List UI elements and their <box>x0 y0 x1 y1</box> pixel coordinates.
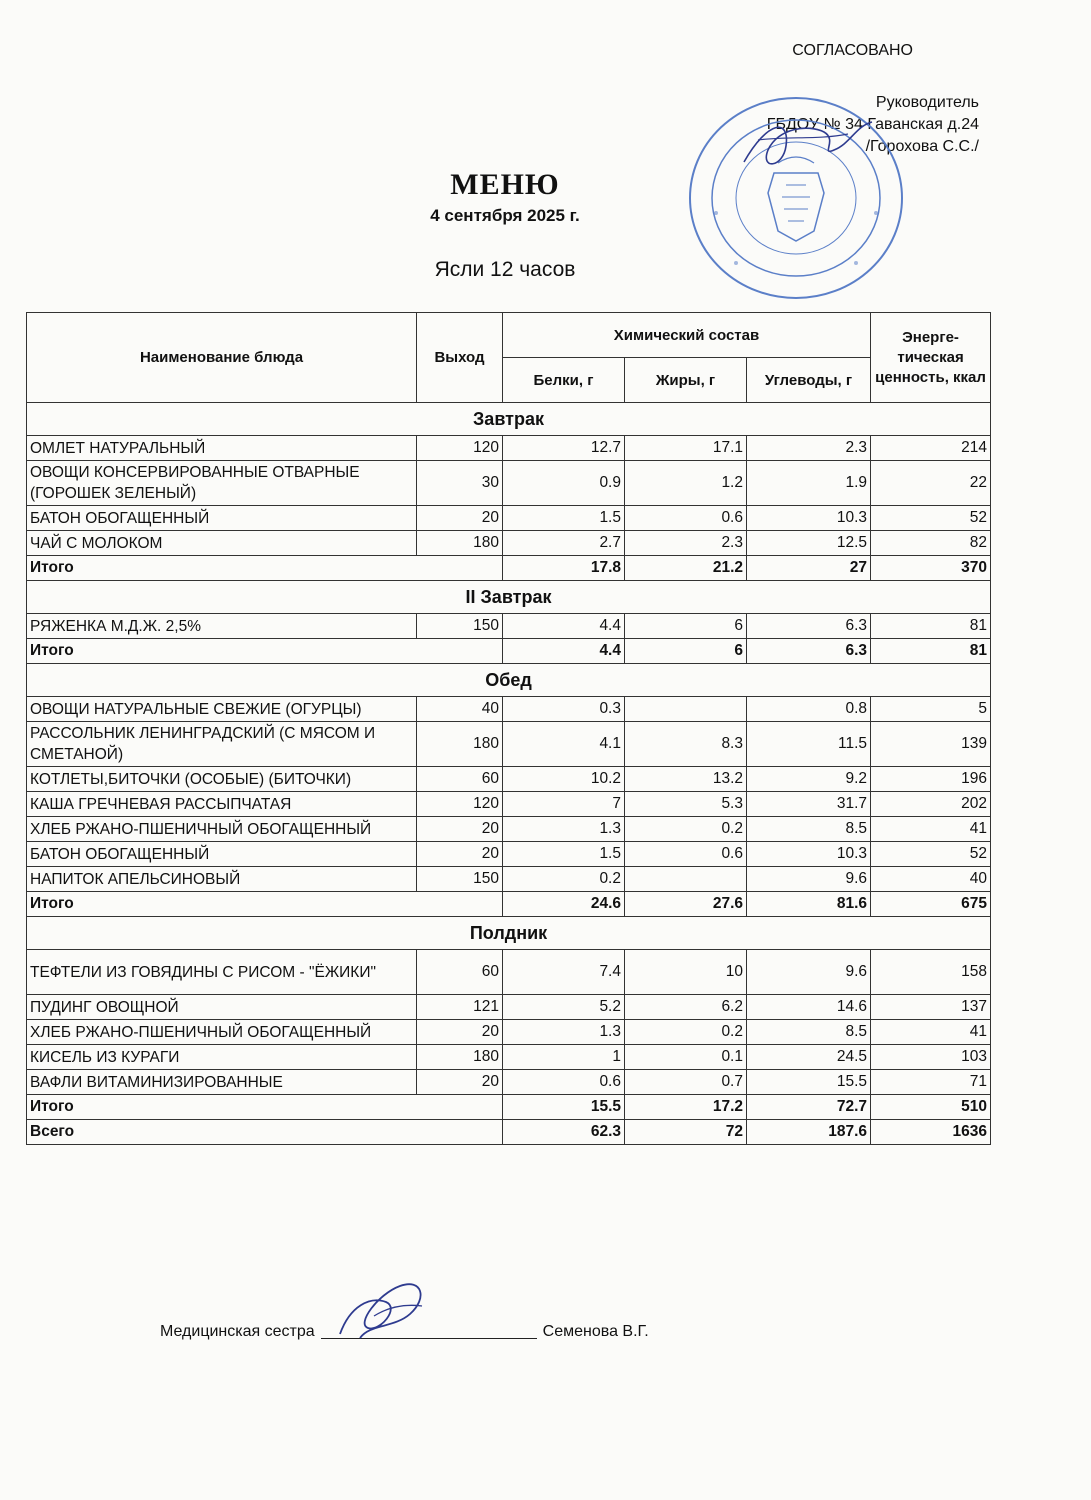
carbs-cell: 1.9 <box>747 461 871 506</box>
dish-name: РЯЖЕНКА М.Д.Ж. 2,5% <box>27 614 417 639</box>
output-cell: 150 <box>417 867 503 892</box>
header-carbs: Углеводы, г <box>747 358 871 403</box>
protein-cell: 1.5 <box>503 842 625 867</box>
fat-cell: 10 <box>625 950 747 995</box>
carbs-cell: 12.5 <box>747 531 871 556</box>
output-cell: 20 <box>417 506 503 531</box>
section-title: Обед <box>27 664 991 697</box>
table-row <box>27 697 991 722</box>
header-protein: Белки, г <box>503 358 625 403</box>
fat-cell: 2.3 <box>625 531 747 556</box>
protein-cell: 0.2 <box>503 867 625 892</box>
output-cell: 180 <box>417 722 503 767</box>
table-row <box>27 867 991 892</box>
protein-cell: 1.3 <box>503 817 625 842</box>
kcal-cell: 103 <box>871 1045 991 1070</box>
section-row <box>27 581 991 614</box>
carbs-cell: 8.5 <box>747 1020 871 1045</box>
subtotal-carbs: 81.6 <box>747 892 871 917</box>
dish-name: ЧАЙ С МОЛОКОМ <box>27 531 417 556</box>
carbs-cell: 14.6 <box>747 995 871 1020</box>
protein-cell: 10.2 <box>503 767 625 792</box>
kcal-cell: 52 <box>871 506 991 531</box>
protein-cell: 2.7 <box>503 531 625 556</box>
output-cell: 120 <box>417 792 503 817</box>
subtotal-kcal: 81 <box>871 639 991 664</box>
kcal-cell: 82 <box>871 531 991 556</box>
kcal-cell: 40 <box>871 867 991 892</box>
section-row <box>27 664 991 697</box>
carbs-cell: 6.3 <box>747 614 871 639</box>
kcal-cell: 214 <box>871 436 991 461</box>
protein-cell: 5.2 <box>503 995 625 1020</box>
carbs-cell: 11.5 <box>747 722 871 767</box>
table-row <box>27 842 991 867</box>
menu-table <box>26 312 991 1145</box>
dish-name: ХЛЕБ РЖАНО-ПШЕНИЧНЫЙ ОБОГАЩЕННЫЙ <box>27 1020 417 1045</box>
protein-cell: 4.1 <box>503 722 625 767</box>
protein-cell: 1.5 <box>503 506 625 531</box>
subtotal-label: Итого <box>27 892 503 917</box>
protein-cell: 1 <box>503 1045 625 1070</box>
table-row <box>27 1070 991 1095</box>
subtotal-protein: 17.8 <box>503 556 625 581</box>
subtotal-label: Итого <box>27 556 503 581</box>
fat-cell: 0.6 <box>625 506 747 531</box>
protein-cell: 0.3 <box>503 697 625 722</box>
dish-name: ОМЛЕТ НАТУРАЛЬНЫЙ <box>27 436 417 461</box>
protein-cell: 12.7 <box>503 436 625 461</box>
dish-name: ВАФЛИ ВИТАМИНИЗИРОВАННЫЕ <box>27 1070 417 1095</box>
fat-cell <box>625 867 747 892</box>
grand-total-fat: 72 <box>625 1120 747 1145</box>
subtotal-label: Итого <box>27 639 503 664</box>
subtotal-protein: 15.5 <box>503 1095 625 1120</box>
output-cell: 121 <box>417 995 503 1020</box>
carbs-cell: 15.5 <box>747 1070 871 1095</box>
approver-name: /Горохова С.С./ <box>865 138 979 155</box>
fat-cell: 0.1 <box>625 1045 747 1070</box>
output-cell: 30 <box>417 461 503 506</box>
fat-cell <box>625 697 747 722</box>
carbs-cell: 24.5 <box>747 1045 871 1070</box>
protein-cell: 1.3 <box>503 1020 625 1045</box>
kcal-cell: 52 <box>871 842 991 867</box>
grand-total-label: Всего <box>27 1120 503 1145</box>
table-row <box>27 767 991 792</box>
output-cell: 180 <box>417 531 503 556</box>
table-row <box>27 506 991 531</box>
fat-cell: 1.2 <box>625 461 747 506</box>
dish-name: ТЕФТЕЛИ ИЗ ГОВЯДИНЫ С РИСОМ - "ЁЖИКИ" <box>27 950 417 995</box>
dish-name: КИСЕЛЬ ИЗ КУРАГИ <box>27 1045 417 1070</box>
carbs-cell: 31.7 <box>747 792 871 817</box>
subtotal-protein: 24.6 <box>503 892 625 917</box>
fat-cell: 0.7 <box>625 1070 747 1095</box>
protein-cell: 4.4 <box>503 614 625 639</box>
fat-cell: 6.2 <box>625 995 747 1020</box>
subtotal-carbs: 27 <box>747 556 871 581</box>
protein-cell: 7 <box>503 792 625 817</box>
grand-total-carbs: 187.6 <box>747 1120 871 1145</box>
kcal-cell: 196 <box>871 767 991 792</box>
fat-cell: 0.6 <box>625 842 747 867</box>
fat-cell: 8.3 <box>625 722 747 767</box>
kcal-cell: 5 <box>871 697 991 722</box>
kcal-cell: 158 <box>871 950 991 995</box>
header-energy: Энерге-тическая ценность, ккал <box>871 313 991 403</box>
grand-total-protein: 62.3 <box>503 1120 625 1145</box>
kcal-cell: 81 <box>871 614 991 639</box>
grand-total-row <box>27 1120 991 1145</box>
carbs-cell: 2.3 <box>747 436 871 461</box>
table-row <box>27 1020 991 1045</box>
approval-heading: СОГЛАСОВАНО <box>792 42 913 59</box>
subtotal-row <box>27 639 991 664</box>
dish-name: ОВОЩИ НАТУРАЛЬНЫЕ СВЕЖИЕ (ОГУРЦЫ) <box>27 697 417 722</box>
output-cell: 20 <box>417 817 503 842</box>
protein-cell: 0.6 <box>503 1070 625 1095</box>
kcal-cell: 202 <box>871 792 991 817</box>
carbs-cell: 9.6 <box>747 867 871 892</box>
approver-position: Руководитель <box>875 94 979 111</box>
section-title: Завтрак <box>27 403 991 436</box>
table-row <box>27 950 991 995</box>
output-cell: 60 <box>417 767 503 792</box>
fat-cell: 5.3 <box>625 792 747 817</box>
output-cell: 20 <box>417 1020 503 1045</box>
subtotal-label: Итого <box>27 1095 503 1120</box>
output-cell: 20 <box>417 1070 503 1095</box>
table-row <box>27 1045 991 1070</box>
carbs-cell: 10.3 <box>747 506 871 531</box>
subtotal-fat: 27.6 <box>625 892 747 917</box>
carbs-cell: 10.3 <box>747 842 871 867</box>
subtotal-fat: 17.2 <box>625 1095 747 1120</box>
menu-table-body <box>27 403 991 1145</box>
table-row <box>27 995 991 1020</box>
protein-cell: 7.4 <box>503 950 625 995</box>
table-row <box>27 614 991 639</box>
dish-name: НАПИТОК АПЕЛЬСИНОВЫЙ <box>27 867 417 892</box>
output-cell: 120 <box>417 436 503 461</box>
carbs-cell: 9.2 <box>747 767 871 792</box>
subtotal-row <box>27 892 991 917</box>
dish-name: БАТОН ОБОГАЩЕННЫЙ <box>27 506 417 531</box>
carbs-cell: 8.5 <box>747 817 871 842</box>
subtotal-kcal: 510 <box>871 1095 991 1120</box>
dish-name: ПУДИНГ ОВОЩНОЙ <box>27 995 417 1020</box>
fat-cell: 0.2 <box>625 817 747 842</box>
header-dish: Наименование блюда <box>27 313 417 403</box>
table-row <box>27 461 991 506</box>
subtotal-kcal: 675 <box>871 892 991 917</box>
kcal-cell: 41 <box>871 1020 991 1045</box>
kcal-cell: 139 <box>871 722 991 767</box>
subtotal-protein: 4.4 <box>503 639 625 664</box>
table-row <box>27 722 991 767</box>
dish-name: БАТОН ОБОГАЩЕННЫЙ <box>27 842 417 867</box>
section-title: Полдник <box>27 917 991 950</box>
table-row <box>27 531 991 556</box>
output-cell: 180 <box>417 1045 503 1070</box>
fat-cell: 0.2 <box>625 1020 747 1045</box>
subtotal-kcal: 370 <box>871 556 991 581</box>
dish-name: ХЛЕБ РЖАНО-ПШЕНИЧНЫЙ ОБОГАЩЕННЫЙ <box>27 817 417 842</box>
dish-name: РАССОЛЬНИК ЛЕНИНГРАДСКИЙ (С МЯСОМ И СМЕТАНОЙ) <box>27 722 417 767</box>
protein-cell: 0.9 <box>503 461 625 506</box>
subtotal-fat: 6 <box>625 639 747 664</box>
subtotal-carbs: 72.7 <box>747 1095 871 1120</box>
dish-name: КОТЛЕТЫ,БИТОЧКИ (ОСОБЫЕ) (БИТОЧКИ) <box>27 767 417 792</box>
subtotal-fat: 21.2 <box>625 556 747 581</box>
head-signature <box>738 110 878 180</box>
header-output: Выход <box>417 313 503 403</box>
fat-cell: 6 <box>625 614 747 639</box>
title-block <box>405 168 605 226</box>
table-row <box>27 817 991 842</box>
table-row <box>27 792 991 817</box>
output-cell: 40 <box>417 697 503 722</box>
menu-title: МЕНЮ <box>450 168 560 201</box>
dish-name: ОВОЩИ КОНСЕРВИРОВАННЫЕ ОТВАРНЫЕ (ГОРОШЕК ЗЕЛЕНЫЙ) <box>27 461 417 506</box>
header-fat: Жиры, г <box>625 358 747 403</box>
kcal-cell: 41 <box>871 817 991 842</box>
output-cell: 60 <box>417 950 503 995</box>
table-row <box>27 436 991 461</box>
subtotal-row <box>27 1095 991 1120</box>
carbs-cell: 0.8 <box>747 697 871 722</box>
section-row <box>27 917 991 950</box>
kcal-cell: 137 <box>871 995 991 1020</box>
subtotal-carbs: 6.3 <box>747 639 871 664</box>
section-title: II Завтрак <box>27 581 991 614</box>
grand-total-kcal: 1636 <box>871 1120 991 1145</box>
carbs-cell: 9.6 <box>747 950 871 995</box>
output-cell: 20 <box>417 842 503 867</box>
group-title: Ясли 12 часов <box>434 258 576 281</box>
header-chemical-composition: Химический состав <box>503 313 871 358</box>
dish-name: КАША ГРЕЧНЕВАЯ РАССЫПЧАТАЯ <box>27 792 417 817</box>
approver-organization: ГБДОУ № 34 Гаванская д.24 <box>766 116 979 133</box>
nurse-signature <box>330 1276 440 1346</box>
nurse-role: Медицинская сестра <box>160 1323 315 1340</box>
section-row <box>27 403 991 436</box>
kcal-cell: 71 <box>871 1070 991 1095</box>
fat-cell: 13.2 <box>625 767 747 792</box>
nurse-name: Семенова В.Г. <box>542 1323 649 1340</box>
subtotal-row <box>27 556 991 581</box>
kcal-cell: 22 <box>871 461 991 506</box>
menu-date: 4 сентября 2025 г. <box>430 206 580 225</box>
fat-cell: 17.1 <box>625 436 747 461</box>
output-cell: 150 <box>417 614 503 639</box>
